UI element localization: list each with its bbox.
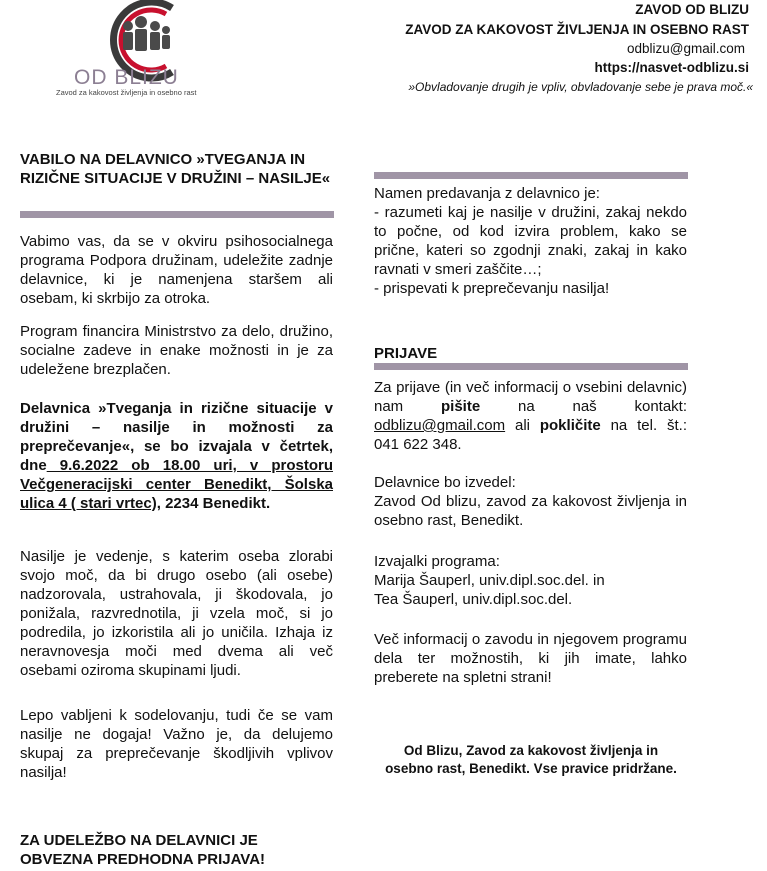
- header-quote: »Obvladovanje drugih je vpliv, obvladovanje sebe je prava moč.«: [408, 80, 753, 94]
- paragraph-invitation-closing: Lepo vabljeni k sodelovanju, tudi če se vam nasilje ne dogaja! Važno je, da delujemo skupaj za preprečevanje škodljivih vplivov nasilja!: [20, 707, 333, 781]
- workshop-purpose: Namen predavanja z delavnico je: - razumeti kaj je nasilje v družini, zakaj nekdo to počne, od kod izvira problem, kako se prične, kateri so zgodnji znaki, zakaj in kako ravnati v smeri zaščite…; - prispevati k preprečevanju nasilja!: [374, 185, 687, 297]
- more-info: Več informacij o zavodu in njegovem programu dela ter možnostih, ki jih imate, lahko preberete na spletni strani!: [374, 631, 687, 686]
- header-website[interactable]: https://nasvet-odblizu.si: [594, 60, 749, 75]
- prijave-divider: [374, 363, 688, 370]
- header-org-full: ZAVOD ZA KAKOVOST ŽIVLJENJA IN OSEBNO RAST: [405, 22, 749, 37]
- invitation-title: VABILO NA DELAVNICO »TVEGANJA IN RIZIČNE SITUACIJE V DRUŽINI – NASILJE«: [20, 151, 331, 187]
- paragraph-funding: Program financira Ministrstvo za delo, družino, socialne zadeve in enake možnosti in je za udeležene brezplačen.: [20, 323, 333, 378]
- paragraph-workshop-details: Delavnica »Tveganja in rizične situacije v družini – nasilje in možnosti za preprečevanje«, se bo izvajala v četrtek, dne 9.6.2022 ob 18.00 uri, v prostoru Večgeneracijski center Benedikt, Šolska ulica 4 ( stari vrtec), 2234 Benedikt.: [20, 400, 333, 512]
- paragraph-violence-definition: Nasilje je vedenje, s katerim oseba zlorabi svojo moč, da bi drugo osebo (ali osebe) nadzorovala, ustrahovala, ji škodovala, jo ponižala, razvrednotila, ji vzela moč, si jo podredila, jo izkoristila ali jo uničila. Izhaja iz neravnovesja moči med dvema ali več osebami oziroma skupinami ljudi.: [20, 548, 333, 679]
- footer-copyright: Od Blizu, Zavod za kakovost življenja in osebno rast, Benedikt. Vse pravice pridržane.: [385, 743, 677, 776]
- program-authors: Izvajalki programa: Marija Šauperl, univ.dipl.soc.del. in Tea Šauperl, univ.dipl.soc.del.: [374, 553, 605, 608]
- title-divider: [20, 211, 334, 218]
- logo-name: OD BLIZU: [74, 66, 179, 89]
- prijave-title: PRIJAVE: [374, 345, 438, 362]
- workshop-leader: Delavnice bo izvedel: Zavod Od blizu, zavod za kakovost življenja in osebno rast, Benedikt.: [374, 474, 687, 529]
- logo-tagline: Zavod za kakovost življenja in osebno rast: [56, 88, 197, 97]
- paragraph-intro: Vabimo vas, da se v okviru psihosocialnega programa Podpora družinam, udeležite zadnje delavnice, ki je namenjena staršem ali osebam, ki skrbijo za otroka.: [20, 233, 333, 307]
- right-divider-top: [374, 172, 688, 179]
- header-email[interactable]: odblizu@gmail.com: [627, 41, 745, 56]
- contact-email-link[interactable]: odblizu@gmail.com: [374, 417, 506, 434]
- prijave-text: Za prijave (in več informacij o vsebini delavnic) nam pišite na naš kontakt: odblizu@gmail.com ali pokličite na tel. št.: 041 622 348.: [374, 379, 688, 453]
- header-org: ZAVOD OD BLIZU: [635, 2, 749, 17]
- registration-notice: ZA UDELEŽBO NA DELAVNICI JE OBVEZNA PREDHODNA PRIJAVA!: [20, 832, 266, 868]
